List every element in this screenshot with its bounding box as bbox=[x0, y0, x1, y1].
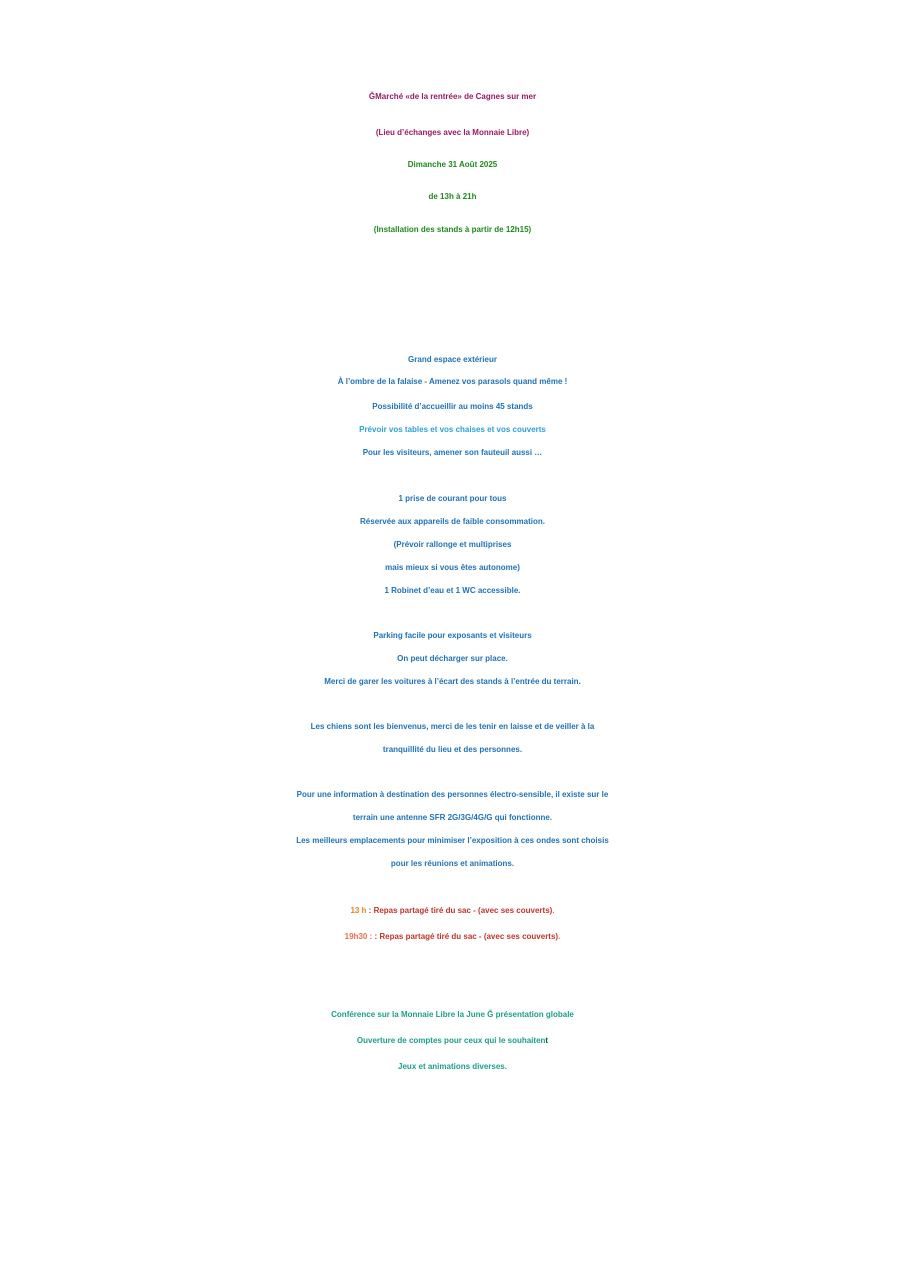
parking-line: Parking facile pour exposants et visiteurs bbox=[373, 631, 532, 640]
utilities-line: Réservée aux appareils de faible consommation. bbox=[360, 517, 545, 526]
venue-line: À l’ombre de la falaise - Amenez vos parasols quand même ! bbox=[337, 377, 568, 386]
meal-dot: . bbox=[552, 906, 555, 915]
meal-line-19h30 bbox=[0, 932, 905, 941]
event-title: ĞMarché «de la rentrée» de Cagnes sur mer bbox=[368, 92, 537, 101]
activities-text-end: t bbox=[545, 1036, 549, 1045]
antenna-line: terrain une antenne SFR 2G/3G/4G/G qui fonctionne. bbox=[352, 813, 553, 822]
activities-text: Ouverture de comptes pour ceux qui le souhaiten bbox=[356, 1036, 546, 1045]
meal-dot: . bbox=[558, 932, 561, 941]
event-date: Dimanche 31 Août 2025 bbox=[407, 160, 498, 169]
parking-line: Merci de garer les voitures à l’écart des stands à l’entrée du terrain. bbox=[324, 677, 581, 686]
antenna-line: pour les réunions et animations. bbox=[390, 859, 515, 868]
venue-line: Grand espace extérieur bbox=[408, 355, 497, 364]
antenna-line: Pour une information à destination des personnes électro-sensible, il existe sur le bbox=[296, 790, 609, 799]
venue-line: Possibilité d’accueillir au moins 45 stands bbox=[372, 402, 533, 411]
meal-time: 19h30 : bbox=[344, 932, 375, 941]
parking-line: On peut décharger sur place. bbox=[397, 654, 508, 663]
utilities-line: mais mieux si vous êtes autonome) bbox=[385, 563, 520, 572]
activities-line: Jeux et animations diverses. bbox=[398, 1062, 507, 1071]
meal-line-13h bbox=[0, 906, 905, 915]
venue-line: Prévoir vos tables et vos chaises et vos couverts bbox=[359, 425, 546, 434]
activities-line: Conférence sur la Monnaie Libre la June Ğ présentation globale bbox=[331, 1010, 574, 1019]
event-subtitle: (Lieu d’échanges avec la Monnaie Libre) bbox=[375, 128, 530, 137]
venue-line: Pour les visiteurs, amener son fauteuil aussi … bbox=[362, 448, 543, 457]
setup-time: (Installation des stands à partir de 12h15) bbox=[373, 225, 532, 234]
dogs-line: tranquillité du lieu et des personnes. bbox=[382, 745, 523, 754]
activities-line bbox=[0, 1036, 905, 1045]
meal-text: : Repas partagé tiré du sac - (avec ses couverts) bbox=[374, 932, 559, 941]
meal-time: 13 h bbox=[350, 906, 367, 915]
event-hours: de 13h à 21h bbox=[428, 192, 477, 201]
dogs-line: Les chiens sont les bienvenus, merci de les tenir en laisse et de veiller à la bbox=[310, 722, 595, 731]
utilities-line: 1 Robinet d’eau et 1 WC accessible. bbox=[384, 586, 521, 595]
utilities-line: 1 prise de courant pour tous bbox=[398, 494, 507, 503]
utilities-line: (Prévoir rallonge et multiprises bbox=[393, 540, 512, 549]
meal-text: : Repas partagé tiré du sac - (avec ses couverts) bbox=[366, 906, 553, 915]
antenna-line: Les meilleurs emplacements pour minimiser l’exposition à ces ondes sont choisis bbox=[296, 836, 609, 845]
